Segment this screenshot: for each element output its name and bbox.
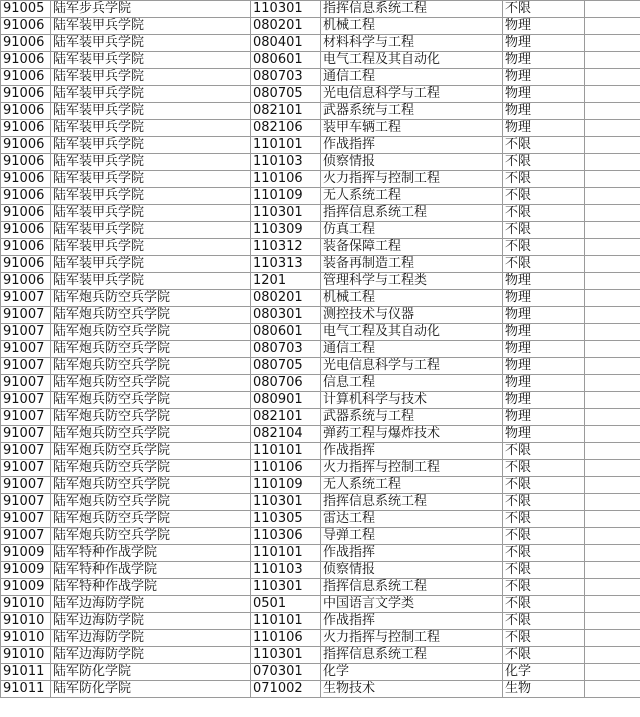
subject-requirement-cell: 物理 [503, 18, 585, 35]
school-code-cell: 91006 [1, 222, 51, 239]
table-row [1, 1, 640, 18]
major-code-cell: 110103 [251, 154, 321, 171]
subject-requirement-cell: 不限 [503, 647, 585, 664]
major-code-cell: 080201 [251, 290, 321, 307]
table-row [1, 358, 640, 375]
table-row [1, 392, 640, 409]
major-code-cell: 080703 [251, 69, 321, 86]
school-code-cell: 91006 [1, 256, 51, 273]
school-name-cell: 陆军炮兵防空兵学院 [51, 477, 251, 494]
school-code-cell: 91007 [1, 460, 51, 477]
table-row [1, 222, 640, 239]
major-name-cell: 装备再制造工程 [321, 256, 503, 273]
subject-requirement-cell: 不限 [503, 1, 585, 18]
school-code-cell: 91006 [1, 18, 51, 35]
subject-requirement-cell: 物理 [503, 307, 585, 324]
subject-requirement-cell: 物理 [503, 52, 585, 69]
table-row [1, 409, 640, 426]
subject-requirement-cell: 物理 [503, 69, 585, 86]
major-name-cell: 火力指挥与控制工程 [321, 630, 503, 647]
table-row [1, 103, 640, 120]
table-row [1, 579, 640, 596]
school-name-cell: 陆军装甲兵学院 [51, 52, 251, 69]
major-name-cell: 装甲车辆工程 [321, 120, 503, 137]
school-name-cell: 陆军炮兵防空兵学院 [51, 290, 251, 307]
table-row [1, 596, 640, 613]
major-code-cell: 110103 [251, 562, 321, 579]
school-code-cell: 91006 [1, 35, 51, 52]
school-code-cell: 91005 [1, 1, 51, 18]
empty-cell [585, 681, 640, 698]
table-row [1, 494, 640, 511]
school-code-cell: 91007 [1, 307, 51, 324]
school-code-cell: 91006 [1, 137, 51, 154]
major-name-cell: 生物技术 [321, 681, 503, 698]
table-row [1, 460, 640, 477]
empty-cell [585, 1, 640, 18]
major-name-cell: 材料科学与工程 [321, 35, 503, 52]
subject-requirement-cell: 物理 [503, 103, 585, 120]
major-code-cell: 080705 [251, 358, 321, 375]
empty-cell [585, 358, 640, 375]
major-code-cell: 110301 [251, 579, 321, 596]
subject-requirement-cell: 不限 [503, 511, 585, 528]
major-code-cell: 110309 [251, 222, 321, 239]
table-row [1, 647, 640, 664]
school-code-cell: 91006 [1, 239, 51, 256]
school-code-cell: 91007 [1, 443, 51, 460]
subject-requirement-cell: 不限 [503, 188, 585, 205]
table-row [1, 375, 640, 392]
major-name-cell: 电气工程及其自动化 [321, 52, 503, 69]
school-name-cell: 陆军装甲兵学院 [51, 35, 251, 52]
school-code-cell: 91007 [1, 375, 51, 392]
major-name-cell: 作战指挥 [321, 613, 503, 630]
subject-requirement-cell: 不限 [503, 562, 585, 579]
school-name-cell: 陆军装甲兵学院 [51, 171, 251, 188]
school-code-cell: 91007 [1, 511, 51, 528]
empty-cell [585, 409, 640, 426]
empty-cell [585, 579, 640, 596]
school-code-cell: 91007 [1, 358, 51, 375]
school-code-cell: 91006 [1, 86, 51, 103]
subject-requirement-cell: 不限 [503, 443, 585, 460]
empty-cell [585, 596, 640, 613]
major-name-cell: 信息工程 [321, 375, 503, 392]
major-code-cell: 110106 [251, 630, 321, 647]
major-code-cell: 1201 [251, 273, 321, 290]
school-name-cell: 陆军装甲兵学院 [51, 239, 251, 256]
subject-requirement-cell: 不限 [503, 205, 585, 222]
subject-requirement-cell: 不限 [503, 545, 585, 562]
school-name-cell: 陆军装甲兵学院 [51, 256, 251, 273]
empty-cell [585, 137, 640, 154]
subject-requirement-cell: 物理 [503, 273, 585, 290]
subject-requirement-cell: 物理 [503, 35, 585, 52]
school-code-cell: 91010 [1, 613, 51, 630]
school-code-cell: 91010 [1, 596, 51, 613]
subject-requirement-cell: 不限 [503, 494, 585, 511]
school-name-cell: 陆军边海防学院 [51, 613, 251, 630]
empty-cell [585, 528, 640, 545]
major-name-cell: 武器系统与工程 [321, 409, 503, 426]
school-name-cell: 陆军装甲兵学院 [51, 86, 251, 103]
school-name-cell: 陆军特种作战学院 [51, 562, 251, 579]
school-name-cell: 陆军装甲兵学院 [51, 137, 251, 154]
school-name-cell: 陆军炮兵防空兵学院 [51, 307, 251, 324]
major-code-cell: 110101 [251, 545, 321, 562]
major-code-cell: 110312 [251, 239, 321, 256]
empty-cell [585, 222, 640, 239]
subject-requirement-cell: 不限 [503, 630, 585, 647]
school-name-cell: 陆军装甲兵学院 [51, 103, 251, 120]
school-code-cell: 91007 [1, 290, 51, 307]
table-row [1, 120, 640, 137]
empty-cell [585, 307, 640, 324]
major-name-cell: 火力指挥与控制工程 [321, 171, 503, 188]
empty-cell [585, 443, 640, 460]
subject-requirement-cell: 物理 [503, 409, 585, 426]
school-code-cell: 91006 [1, 171, 51, 188]
table-row [1, 18, 640, 35]
table-row [1, 290, 640, 307]
major-name-cell: 电气工程及其自动化 [321, 324, 503, 341]
empty-cell [585, 664, 640, 681]
major-code-cell: 080301 [251, 307, 321, 324]
major-name-cell: 管理科学与工程类 [321, 273, 503, 290]
subject-requirement-cell: 不限 [503, 579, 585, 596]
major-name-cell: 雷达工程 [321, 511, 503, 528]
empty-cell [585, 69, 640, 86]
empty-cell [585, 86, 640, 103]
school-name-cell: 陆军炮兵防空兵学院 [51, 324, 251, 341]
table-row [1, 256, 640, 273]
subject-requirement-cell: 生物 [503, 681, 585, 698]
school-name-cell: 陆军炮兵防空兵学院 [51, 511, 251, 528]
major-code-cell: 080201 [251, 18, 321, 35]
subject-requirement-cell: 不限 [503, 460, 585, 477]
major-name-cell: 机械工程 [321, 18, 503, 35]
major-name-cell: 化学 [321, 664, 503, 681]
major-code-cell: 110306 [251, 528, 321, 545]
table-row [1, 69, 640, 86]
school-name-cell: 陆军装甲兵学院 [51, 154, 251, 171]
table-row [1, 477, 640, 494]
school-code-cell: 91007 [1, 409, 51, 426]
major-name-cell: 侦察情报 [321, 562, 503, 579]
major-name-cell: 作战指挥 [321, 545, 503, 562]
school-name-cell: 陆军步兵学院 [51, 1, 251, 18]
subject-requirement-cell: 物理 [503, 426, 585, 443]
subject-requirement-cell: 不限 [503, 239, 585, 256]
school-name-cell: 陆军炮兵防空兵学院 [51, 375, 251, 392]
empty-cell [585, 477, 640, 494]
school-code-cell: 91006 [1, 205, 51, 222]
table-row [1, 154, 640, 171]
school-code-cell: 91007 [1, 477, 51, 494]
empty-cell [585, 392, 640, 409]
major-name-cell: 中国语言文学类 [321, 596, 503, 613]
school-code-cell: 91011 [1, 664, 51, 681]
subject-requirement-cell: 物理 [503, 392, 585, 409]
table-row [1, 35, 640, 52]
table-row [1, 426, 640, 443]
school-name-cell: 陆军特种作战学院 [51, 579, 251, 596]
empty-cell [585, 290, 640, 307]
major-name-cell: 指挥信息系统工程 [321, 1, 503, 18]
major-name-cell: 光电信息科学与工程 [321, 358, 503, 375]
major-name-cell: 武器系统与工程 [321, 103, 503, 120]
subject-requirement-cell: 物理 [503, 324, 585, 341]
school-name-cell: 陆军防化学院 [51, 681, 251, 698]
major-code-cell: 110313 [251, 256, 321, 273]
major-code-cell: 082106 [251, 120, 321, 137]
major-code-cell: 082101 [251, 409, 321, 426]
subject-requirement-cell: 不限 [503, 477, 585, 494]
school-name-cell: 陆军装甲兵学院 [51, 205, 251, 222]
major-code-cell: 110106 [251, 171, 321, 188]
major-code-cell: 071002 [251, 681, 321, 698]
major-name-cell: 装备保障工程 [321, 239, 503, 256]
major-name-cell: 侦察情报 [321, 154, 503, 171]
school-code-cell: 91007 [1, 392, 51, 409]
table-row [1, 613, 640, 630]
empty-cell [585, 273, 640, 290]
major-name-cell: 导弹工程 [321, 528, 503, 545]
major-code-cell: 080601 [251, 324, 321, 341]
subject-requirement-cell: 物理 [503, 358, 585, 375]
major-code-cell: 110301 [251, 205, 321, 222]
empty-cell [585, 647, 640, 664]
major-code-cell: 110301 [251, 1, 321, 18]
major-name-cell: 指挥信息系统工程 [321, 205, 503, 222]
school-code-cell: 91006 [1, 188, 51, 205]
table-row [1, 324, 640, 341]
subject-requirement-cell: 不限 [503, 154, 585, 171]
school-name-cell: 陆军炮兵防空兵学院 [51, 358, 251, 375]
empty-cell [585, 562, 640, 579]
major-code-cell: 080706 [251, 375, 321, 392]
empty-cell [585, 256, 640, 273]
school-name-cell: 陆军炮兵防空兵学院 [51, 341, 251, 358]
major-name-cell: 测控技术与仪器 [321, 307, 503, 324]
table-row [1, 664, 640, 681]
major-code-cell: 080401 [251, 35, 321, 52]
empty-cell [585, 171, 640, 188]
major-code-cell: 110101 [251, 613, 321, 630]
empty-cell [585, 205, 640, 222]
empty-cell [585, 52, 640, 69]
major-name-cell: 弹药工程与爆炸技术 [321, 426, 503, 443]
major-code-cell: 110301 [251, 494, 321, 511]
empty-cell [585, 375, 640, 392]
school-code-cell: 91006 [1, 69, 51, 86]
major-name-cell: 无人系统工程 [321, 477, 503, 494]
school-code-cell: 91009 [1, 579, 51, 596]
school-code-cell: 91010 [1, 630, 51, 647]
major-code-cell: 080901 [251, 392, 321, 409]
table-row [1, 239, 640, 256]
school-code-cell: 91006 [1, 273, 51, 290]
empty-cell [585, 103, 640, 120]
school-name-cell: 陆军边海防学院 [51, 647, 251, 664]
school-name-cell: 陆军炮兵防空兵学院 [51, 426, 251, 443]
table-row [1, 205, 640, 222]
school-name-cell: 陆军边海防学院 [51, 596, 251, 613]
table-row [1, 137, 640, 154]
school-code-cell: 91011 [1, 681, 51, 698]
subject-requirement-cell: 不限 [503, 528, 585, 545]
school-code-cell: 91007 [1, 341, 51, 358]
empty-cell [585, 18, 640, 35]
school-name-cell: 陆军特种作战学院 [51, 545, 251, 562]
empty-cell [585, 545, 640, 562]
subject-requirement-cell: 不限 [503, 613, 585, 630]
major-name-cell: 作战指挥 [321, 443, 503, 460]
school-code-cell: 91006 [1, 120, 51, 137]
empty-cell [585, 120, 640, 137]
school-name-cell: 陆军装甲兵学院 [51, 188, 251, 205]
table-row [1, 562, 640, 579]
subject-requirement-cell: 物理 [503, 375, 585, 392]
empty-cell [585, 154, 640, 171]
major-code-cell: 110301 [251, 647, 321, 664]
major-code-cell: 110109 [251, 477, 321, 494]
school-code-cell: 91009 [1, 562, 51, 579]
major-code-cell: 110101 [251, 137, 321, 154]
empty-cell [585, 188, 640, 205]
major-code-cell: 080601 [251, 52, 321, 69]
major-name-cell: 无人系统工程 [321, 188, 503, 205]
major-code-cell: 110305 [251, 511, 321, 528]
table-row [1, 307, 640, 324]
subject-requirement-cell: 物理 [503, 120, 585, 137]
school-code-cell: 91006 [1, 154, 51, 171]
school-name-cell: 陆军炮兵防空兵学院 [51, 528, 251, 545]
subject-requirement-cell: 物理 [503, 341, 585, 358]
empty-cell [585, 324, 640, 341]
table-row [1, 188, 640, 205]
empty-cell [585, 239, 640, 256]
table-row [1, 681, 640, 698]
major-name-cell: 机械工程 [321, 290, 503, 307]
major-name-cell: 仿真工程 [321, 222, 503, 239]
subject-requirement-cell: 不限 [503, 256, 585, 273]
school-name-cell: 陆军炮兵防空兵学院 [51, 409, 251, 426]
table-row [1, 630, 640, 647]
major-code-cell: 110106 [251, 460, 321, 477]
major-name-cell: 指挥信息系统工程 [321, 494, 503, 511]
school-name-cell: 陆军装甲兵学院 [51, 69, 251, 86]
table-row [1, 171, 640, 188]
school-code-cell: 91007 [1, 494, 51, 511]
school-code-cell: 91006 [1, 52, 51, 69]
subject-requirement-cell: 不限 [503, 222, 585, 239]
school-code-cell: 91007 [1, 528, 51, 545]
school-name-cell: 陆军装甲兵学院 [51, 18, 251, 35]
empty-cell [585, 341, 640, 358]
subject-requirement-cell: 不限 [503, 596, 585, 613]
major-name-cell: 通信工程 [321, 69, 503, 86]
table-row [1, 341, 640, 358]
school-name-cell: 陆军炮兵防空兵学院 [51, 460, 251, 477]
table-row [1, 528, 640, 545]
empty-cell [585, 630, 640, 647]
school-code-cell: 91006 [1, 103, 51, 120]
major-name-cell: 光电信息科学与工程 [321, 86, 503, 103]
empty-cell [585, 460, 640, 477]
major-code-cell: 082101 [251, 103, 321, 120]
major-code-cell: 0501 [251, 596, 321, 613]
table-row [1, 511, 640, 528]
table-row [1, 86, 640, 103]
major-name-cell: 指挥信息系统工程 [321, 579, 503, 596]
subject-requirement-cell: 不限 [503, 137, 585, 154]
table-row [1, 443, 640, 460]
major-name-cell: 计算机科学与技术 [321, 392, 503, 409]
empty-cell [585, 494, 640, 511]
school-name-cell: 陆军炮兵防空兵学院 [51, 392, 251, 409]
school-name-cell: 陆军边海防学院 [51, 630, 251, 647]
school-name-cell: 陆军防化学院 [51, 664, 251, 681]
school-code-cell: 91007 [1, 324, 51, 341]
empty-cell [585, 511, 640, 528]
major-name-cell: 作战指挥 [321, 137, 503, 154]
table-body [1, 1, 640, 698]
empty-cell [585, 426, 640, 443]
major-code-cell: 082104 [251, 426, 321, 443]
table-row [1, 52, 640, 69]
school-code-cell: 91007 [1, 426, 51, 443]
subject-requirement-cell: 化学 [503, 664, 585, 681]
major-code-cell: 110109 [251, 188, 321, 205]
major-name-cell: 指挥信息系统工程 [321, 647, 503, 664]
subject-requirement-cell: 不限 [503, 171, 585, 188]
table-row [1, 273, 640, 290]
empty-cell [585, 613, 640, 630]
subject-requirement-cell: 物理 [503, 290, 585, 307]
major-name-cell: 通信工程 [321, 341, 503, 358]
major-code-cell: 080703 [251, 341, 321, 358]
school-name-cell: 陆军装甲兵学院 [51, 273, 251, 290]
major-name-cell: 火力指挥与控制工程 [321, 460, 503, 477]
school-code-cell: 91010 [1, 647, 51, 664]
subject-requirement-cell: 物理 [503, 86, 585, 103]
major-code-cell: 070301 [251, 664, 321, 681]
school-name-cell: 陆军装甲兵学院 [51, 222, 251, 239]
school-name-cell: 陆军炮兵防空兵学院 [51, 494, 251, 511]
school-name-cell: 陆军装甲兵学院 [51, 120, 251, 137]
major-code-cell: 080705 [251, 86, 321, 103]
school-name-cell: 陆军炮兵防空兵学院 [51, 443, 251, 460]
table-row [1, 545, 640, 562]
school-code-cell: 91009 [1, 545, 51, 562]
major-code-cell: 110101 [251, 443, 321, 460]
empty-cell [585, 35, 640, 52]
